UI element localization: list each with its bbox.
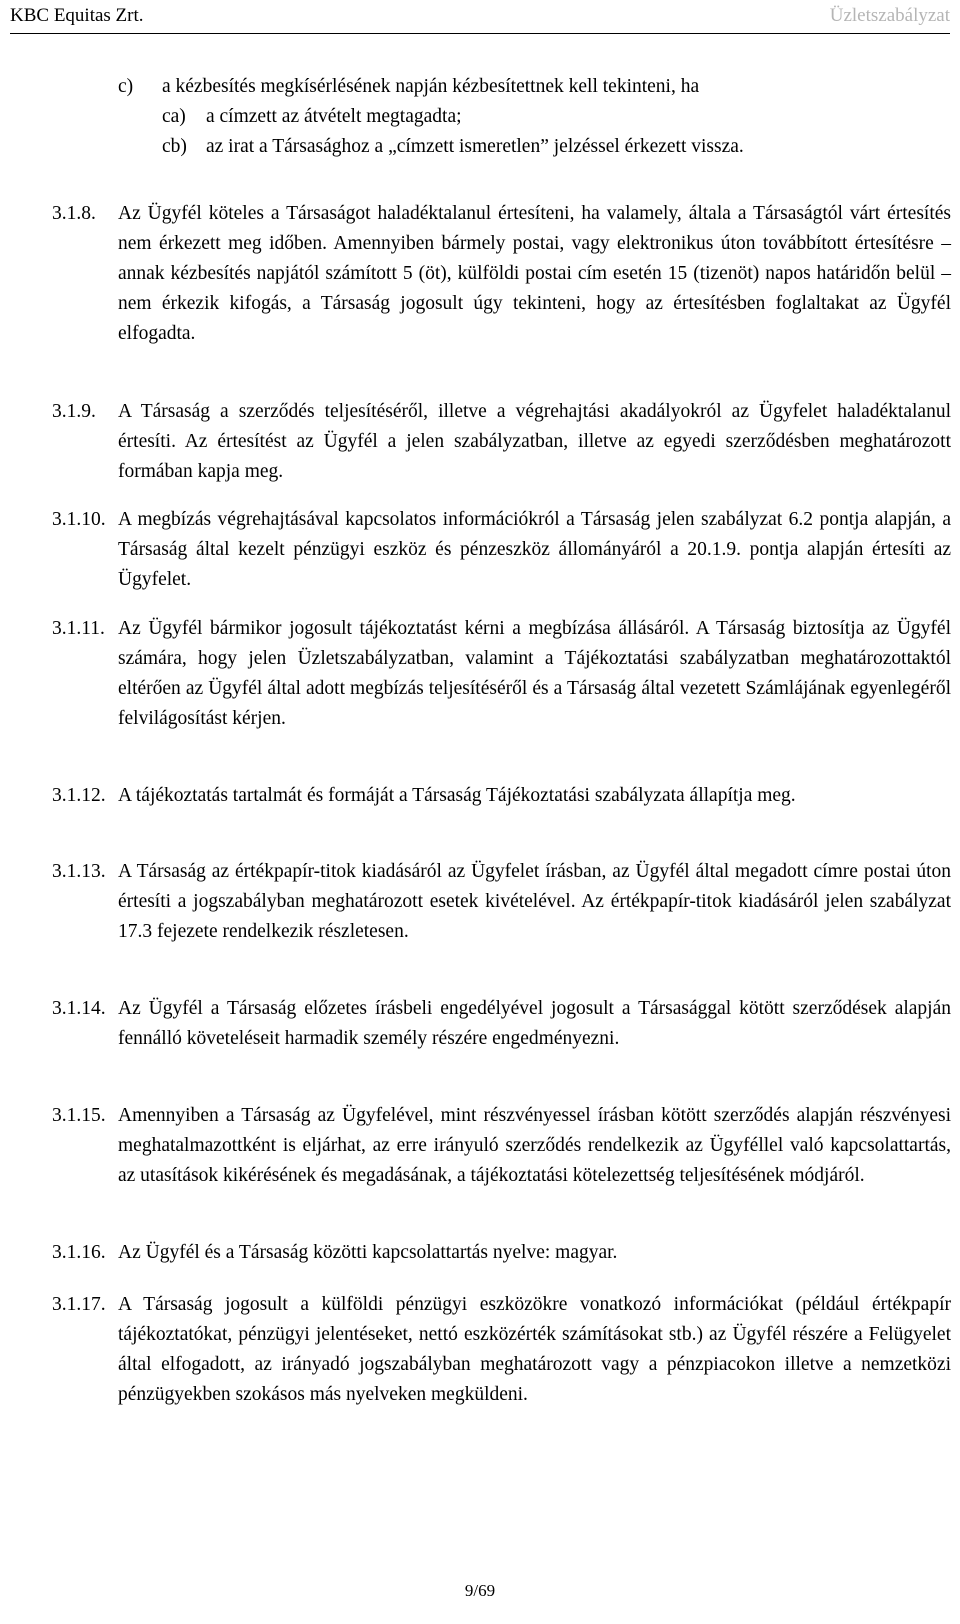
clause-c-marker: c)	[118, 76, 134, 97]
paragraph-number: 3.1.10.	[52, 509, 106, 530]
clause-cb-text: az irat a Társasághoz a „címzett ismeretlen” jelzéssel érkezett vissza.	[206, 136, 744, 157]
paragraph-number: 3.1.13.	[52, 861, 106, 882]
paragraph-number: 3.1.9.	[52, 401, 96, 422]
paragraph-number: 3.1.16.	[52, 1242, 106, 1263]
paragraph-text: Az Ügyfél és a Társaság közötti kapcsolattartás nyelve: magyar.	[118, 1242, 618, 1263]
paragraph-number: 3.1.8.	[52, 203, 96, 224]
paragraph-number: 3.1.12.	[52, 785, 106, 806]
paragraph-text: A Társaság a szerződés teljesítéséről, illetve a végrehajtási akadályokról az Ügyfelet haladéktalanul értesíti. Az értesítést az Ügyfél a jelen szabályzatban, illetve az egyedi szerződésben meghatározott formában kapja meg.	[118, 401, 951, 482]
paragraph-text: Az Ügyfél köteles a Társaságot haladéktalanul értesíteni, ha valamely, általa a Társaságtól várt értesítés nem érkezett meg időben. Amennyiben bármely postai, vagy elektronikus úton továbbított értesítésre – annak kézbesítés napjától számított 5 (öt), külföldi postai cím esetén 15 (tizenöt) napos határidőn belül – nem érkezik kifogás, a Társaság jogosult úgy tekinteni, hogy az értesítésben foglaltakat az Ügyfél elfogadta.	[118, 203, 951, 344]
paragraph-text: A Társaság az értékpapír-titok kiadásáról az Ügyfelet írásban, az Ügyfél által megadott címre postai úton értesíti a jogszabályban meghatározott esetek kivételével. Az értékpapír-titok kiadásáról jelen szabályzat 17.3 fejezete rendelkezik részletesen.	[118, 861, 951, 942]
paragraph-text: A Társaság jogosult a külföldi pénzügyi eszközökre vonatkozó információkat (például értékpapír tájékoztatókat, pénzügyi jelentéseket, nettó eszközérték számításokat stb.) az Ügyfél részére a Felügyelet által elfogadott, az irányadó jogszabályban meghatározott vagy a pénzpiacokon illetve a nemzetközi pénzügyekben szokásos más nyelveken megküldeni.	[118, 1294, 951, 1405]
paragraph-number: 3.1.15.	[52, 1105, 106, 1126]
paragraph-text: A tájékoztatás tartalmát és formáját a Társaság Tájékoztatási szabályzata állapítja meg.	[118, 785, 796, 806]
header-document-title: Üzletszabályzat	[829, 5, 950, 26]
clause-c-text: a kézbesítés megkísérlésének napján kézbesítettnek kell tekinteni, ha	[162, 76, 700, 97]
clause-ca-marker: ca)	[162, 106, 186, 127]
paragraph-number: 3.1.17.	[52, 1294, 106, 1315]
paragraph-text: A megbízás végrehajtásával kapcsolatos információkról a Társaság jelen szabályzat 6.2 pontja alapján, a Társaság által kezelt pénzügyi eszköz és pénzeszköz állományáról a 20.1.9. pontja alapján értesíti az Ügyfelet.	[118, 509, 951, 590]
clause-ca-text: a címzett az átvételt megtagadta;	[206, 106, 462, 127]
paragraph-number: 3.1.14.	[52, 998, 106, 1019]
header-company: KBC Equitas Zrt.	[10, 5, 144, 26]
clause-cb-marker: cb)	[162, 136, 187, 157]
paragraph-number: 3.1.11.	[52, 618, 105, 639]
paragraph-text: Az Ügyfél a Társaság előzetes írásbeli engedélyével jogosult a Társasággal kötött szerződések alapján fennálló követeléseit harmadik személy részére engedményezni.	[118, 998, 951, 1049]
paragraph-text: Amennyiben a Társaság az Ügyfelével, mint részvényessel írásban kötött szerződés alapján részvényesi meghatalmazottként is eljárhat, az erre irányuló szerződés rendelkezik az Ügyféllel való kapcsolattartás, az utasítások kikérésének és megadásának, a tájékoztatási kötelezettség teljesítésének módjáról.	[118, 1105, 951, 1186]
paragraph-text: Az Ügyfél bármikor jogosult tájékoztatást kérni a megbízása állásáról. A Társaság biztosítja az Ügyfél számára, hogy jelen Üzletszabályzatban, valamint a Tájékoztatási szabályzatban meghatározottaktól eltérően az Ügyfél által adott megbízás teljesítéséről és a Társaság által vezetett Számlájának egyenlegéről felvilágosítást kérjen.	[118, 618, 951, 729]
header-rule	[10, 33, 950, 34]
page-number: 9/69	[464, 1581, 496, 1600]
